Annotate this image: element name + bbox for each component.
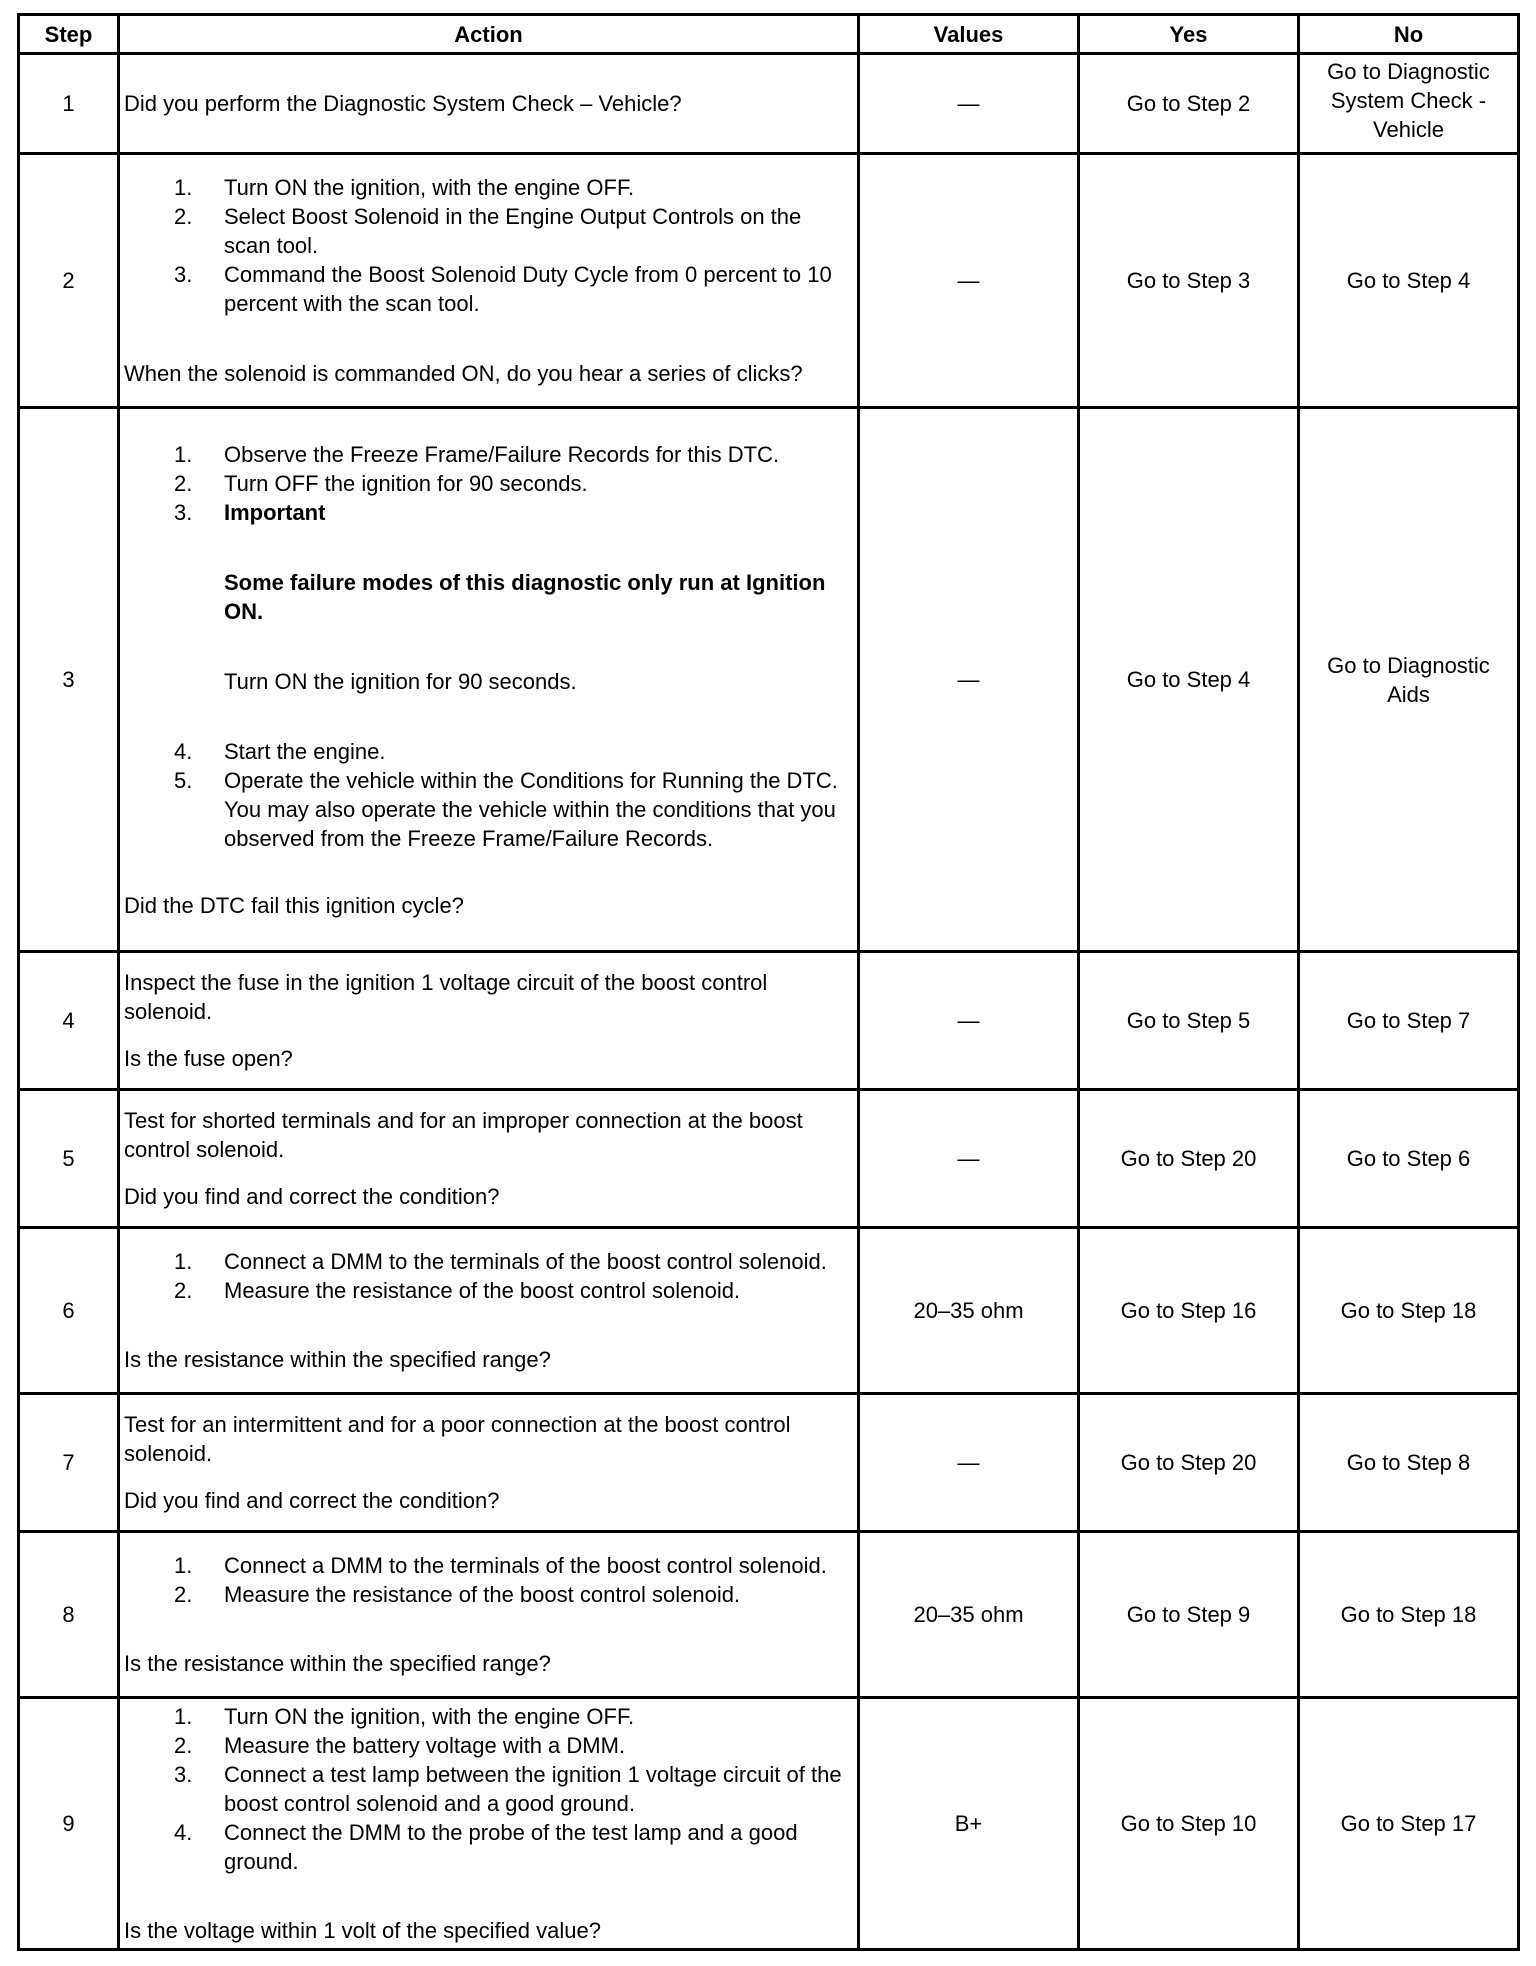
action-cell [119,952,859,1090]
action-question: Did the DTC fail this ignition cycle? [124,892,464,918]
action-cell [119,1228,859,1394]
action-question: Is the voltage within 1 volt of the specified value? [124,1918,601,1943]
spacer [124,853,853,891]
action-steps [124,1551,853,1609]
header-yes: Yes [1079,15,1299,54]
value-cell: — [859,1090,1079,1228]
header-values: Values [859,15,1079,54]
no-cell: Go to Step 17 [1299,1698,1519,1950]
important-label: Important [224,499,326,525]
action-steps [124,1247,853,1305]
spacer [124,1876,853,1916]
action-cell [119,1532,859,1698]
value-cell: — [859,408,1079,952]
action-cell [119,408,859,952]
step-number: 9 [19,1698,119,1950]
no-cell: Go to Step 7 [1299,952,1519,1090]
diagnostic-table [17,13,1520,1951]
action-step: 1. Observe the Freeze Frame/Failure Records for this DTC. [174,441,780,467]
action-cell [119,54,859,154]
header-step: Step [19,15,119,54]
action-step: 1. Turn ON the ignition, with the engine OFF. [174,1704,635,1729]
no-cell: Go to Step 4 [1299,154,1519,408]
action-step: 2. Measure the resistance of the boost control solenoid. [174,1278,741,1303]
value-cell: 20–35 ohm [859,1228,1079,1394]
no-cell: Go to Diagnostic Aids [1299,408,1519,952]
important-instruction: Turn ON the ignition for 90 seconds. [224,668,577,694]
action-steps [124,440,853,853]
table-row [19,1394,1519,1532]
value-cell: — [859,54,1079,154]
table-row [19,1228,1519,1394]
action-text: Did you perform the Diagnostic System Check – Vehicle? [124,91,682,116]
spacer [124,1468,853,1486]
yes-cell: Go to Step 10 [1079,1698,1299,1950]
no-cell: Go to Step 8 [1299,1394,1519,1532]
spacer [124,1164,853,1182]
step-number: 7 [19,1394,119,1532]
table-row [19,154,1519,408]
action-text: Test for an intermittent and for a poor connection at the boost control solenoid. [124,1412,791,1466]
action-step: 3. Command the Boost Solenoid Duty Cycle from 0 percent to 10 percent with the scan tool. [174,262,832,316]
yes-cell: Go to Step 20 [1079,1394,1299,1532]
action-question: Is the resistance within the specified range? [124,1347,551,1372]
action-cell [119,1090,859,1228]
step-number: 2 [19,154,119,408]
table-row [19,54,1519,154]
step-number: 5 [19,1090,119,1228]
action-step: 3. Connect a test lamp between the ignition 1 voltage circuit of the boost control solenoid and a good ground. [174,1762,842,1816]
action-step: 4. Connect the DMM to the probe of the test lamp and a good ground. [174,1820,798,1874]
action-steps [124,173,853,318]
action-text: Test for shorted terminals and for an improper connection at the boost control solenoid. [124,1108,803,1162]
yes-cell: Go to Step 16 [1079,1228,1299,1394]
action-step: 1. Connect a DMM to the terminals of the boost control solenoid. [174,1553,827,1578]
spacer [124,1026,853,1044]
action-step: 2. Select Boost Solenoid in the Engine Output Controls on the scan tool. [174,204,802,258]
spacer [224,527,853,568]
spacer [224,626,853,667]
yes-cell: Go to Step 4 [1079,408,1299,952]
action-step: 3. Important Some failure modes of this diagnostic only run at Ignition ON. Turn ON the ignition for 90 seconds. [174,498,853,737]
action-step: 1. Connect a DMM to the terminals of the boost control solenoid. [174,1249,827,1274]
value-cell: B+ [859,1698,1079,1950]
no-cell: Go to Step 18 [1299,1228,1519,1394]
action-step: 2. Turn OFF the ignition for 90 seconds. [174,470,588,496]
spacer [224,696,853,737]
table-row [19,1532,1519,1698]
value-cell: — [859,154,1079,408]
yes-cell: Go to Step 20 [1079,1090,1299,1228]
spacer [124,1305,853,1345]
header-action: Action [119,15,859,54]
header-no: No [1299,15,1519,54]
action-step: 5. Operate the vehicle within the Conditions for Running the DTC. You may also operate the vehicle within the conditions that you observed from the Freeze Frame/Failure Records. [174,767,838,851]
table-row [19,1090,1519,1228]
value-cell: 20–35 ohm [859,1532,1079,1698]
action-cell [119,1394,859,1532]
yes-cell: Go to Step 9 [1079,1532,1299,1698]
value-cell: — [859,1394,1079,1532]
action-question: When the solenoid is commanded ON, do you hear a series of clicks? [124,361,803,386]
spacer [124,318,853,359]
action-step: 2. Measure the battery voltage with a DMM. [174,1733,626,1758]
step-number: 8 [19,1532,119,1698]
action-question: Did you find and correct the condition? [124,1184,500,1209]
table-row [19,1698,1519,1950]
important-note: Some failure modes of this diagnostic only run at Ignition ON. [224,569,826,624]
yes-cell: Go to Step 3 [1079,154,1299,408]
yes-cell: Go to Step 2 [1079,54,1299,154]
action-cell [119,1698,859,1950]
yes-cell: Go to Step 5 [1079,952,1299,1090]
header-row [19,15,1519,54]
action-question: Is the resistance within the specified range? [124,1651,551,1676]
no-cell: Go to Step 18 [1299,1532,1519,1698]
step-number: 3 [19,408,119,952]
action-question: Is the fuse open? [124,1046,293,1071]
table-row [19,408,1519,952]
action-cell [119,154,859,408]
value-cell: — [859,952,1079,1090]
no-cell: Go to Diagnostic System Check - Vehicle [1299,54,1519,154]
action-step: 1. Turn ON the ignition, with the engine OFF. [174,175,635,200]
spacer [124,1609,853,1649]
action-steps [124,1702,853,1876]
action-text: Inspect the fuse in the ignition 1 voltage circuit of the boost control solenoid. [124,970,768,1024]
step-number: 4 [19,952,119,1090]
step-number: 6 [19,1228,119,1394]
action-step: 4. Start the engine. [174,738,386,764]
action-step: 2. Measure the resistance of the boost control solenoid. [174,1582,741,1607]
no-cell: Go to Step 6 [1299,1090,1519,1228]
step-number: 1 [19,54,119,154]
action-question: Did you find and correct the condition? [124,1488,500,1513]
table-row [19,952,1519,1090]
